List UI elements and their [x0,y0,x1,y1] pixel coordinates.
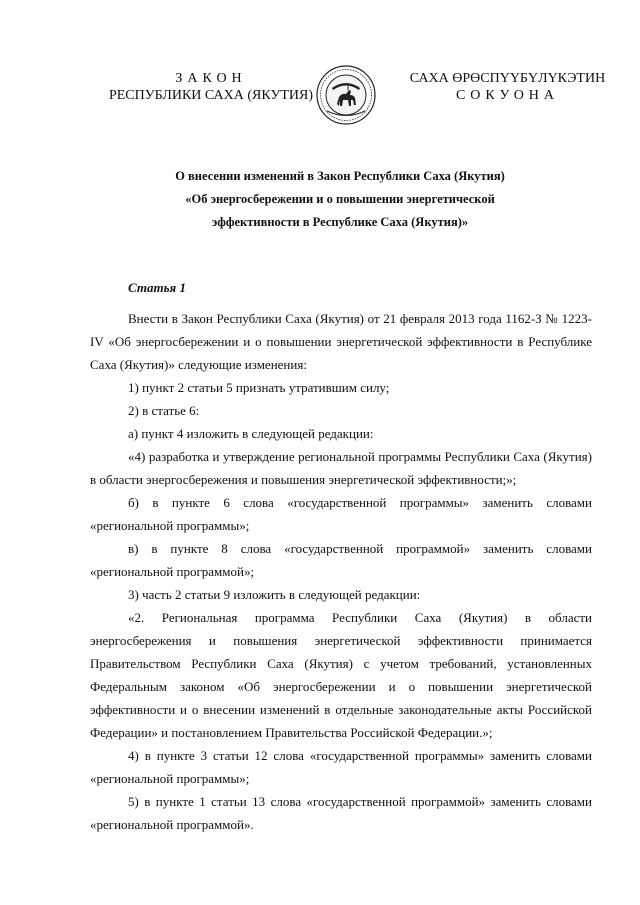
paragraph: 1) пункт 2 статьи 5 признать утратившим силу; [128,380,390,395]
paragraph: б) в пункте 6 слова «государственной программы» заменить словами «региональной программы»; [90,495,592,533]
header-right [395,70,620,104]
paragraph: 5) в пункте 1 статьи 13 слова «государственной программой» заменить словами «региональной программой». [90,794,592,832]
header-right-line2: СОКУОНА [455,88,560,103]
paragraph: в) в пункте 8 слова «государственной программой» заменить словами «региональной программой»; [90,541,592,579]
header-right-line1: САХА ӨРӨСПҮҮБҮЛҮКЭТИН [409,71,606,86]
header-left-line1: ЗАКОН [175,71,247,86]
header-left-line2: РЕСПУБЛИКИ САХА (ЯКУТИЯ) [108,88,314,103]
title-line1: О внесении изменений в Закон Республики Саха (Якутия) [175,169,505,183]
title-line3: эффективности в Республике Саха (Якутия)» [211,215,469,229]
paragraph: 3) часть 2 статьи 9 изложить в следующей редакции: [128,587,421,602]
header-left [96,70,326,104]
paragraph: 2) в статье 6: [128,403,200,418]
coat-of-arms-emblem-icon [315,64,377,126]
document-title [90,165,590,234]
paragraph: а) пункт 4 изложить в следующей редакции: [128,426,374,441]
paragraph: «4) разработка и утверждение региональной программы Республики Саха (Якутия) в области энергосбережения и повышения энергетической эффективности;»; [90,449,592,487]
paragraph: 4) в пункте 3 статьи 12 слова «государственной программы» заменить словами «региональной программы»; [90,748,592,786]
paragraph: Внести в Закон Республики Саха (Якутия) от 21 февраля 2013 года 1162-З № 1223-IV «Об энергосбережении и о повышении энергетической эффективности в Республике Саха (Якутия)» следующие изменения: [90,311,592,372]
document-body [90,276,592,836]
paragraph: «2. Региональная программа Республики Саха (Якутия) в области энергосбережения и повышения энергетической эффективности принимается Правительством Республики Саха (Якутия) с учетом требований, установленных Федеральным законом «Об энергосбережении и о повышении энергетической эффективности и о внесении изменений в отдельные законодательные акты Российской Федерации» и постановлением Правительства Российской Федерации.»; [90,610,592,740]
title-line2: «Об энергосбережении и о повышении энергетической [185,192,495,206]
article-heading: Статья 1 [128,280,186,295]
